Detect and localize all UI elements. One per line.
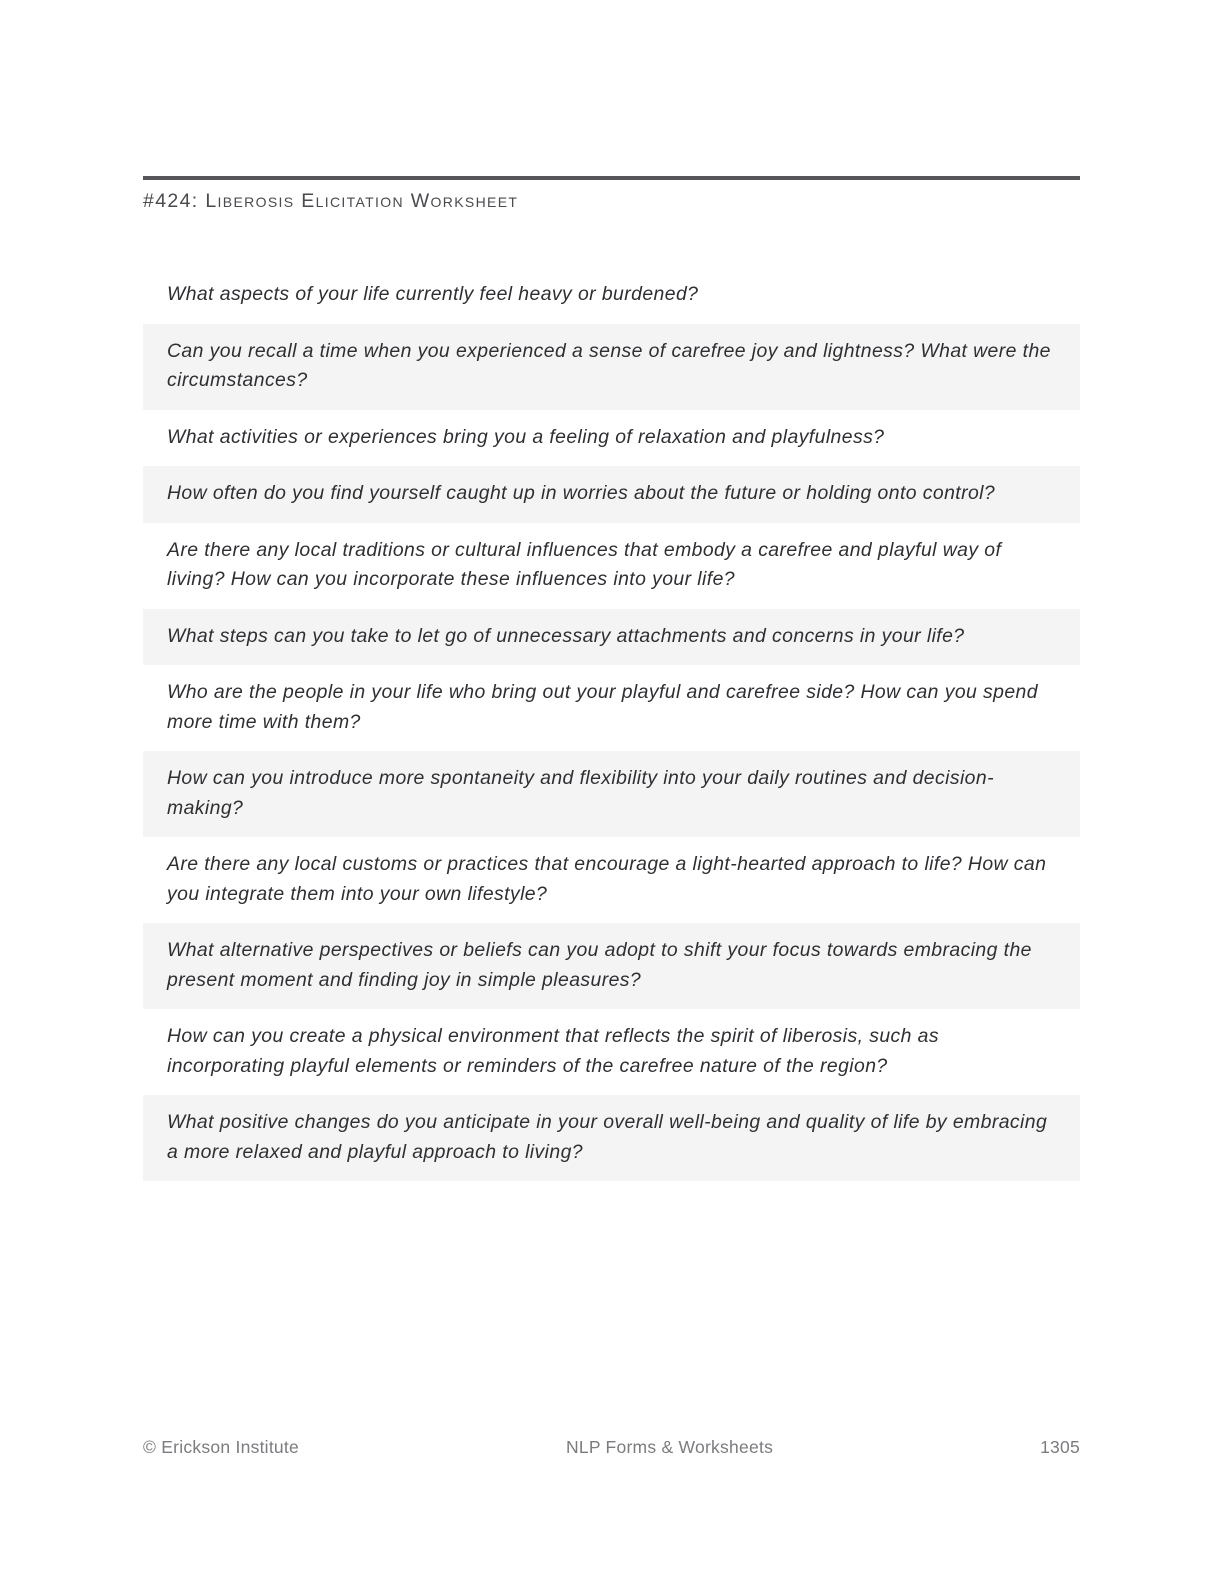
page-header (143, 176, 1080, 212)
question-row (143, 410, 1080, 467)
footer-collection-title: NLP Forms & Worksheets (565, 1437, 774, 1457)
question-text: What aspects of your life currently feel heavy or burdened? (167, 283, 699, 305)
question-text: How can you introduce more spontaneity and flexibility into your daily routines and decision-making? (167, 767, 994, 819)
question-row (143, 324, 1080, 410)
question-row (143, 267, 1080, 324)
footer-copyright: © Erickson Institute (143, 1437, 300, 1457)
question-text: What alternative perspectives or beliefs can you adopt to shift your focus towards embracing the present moment and finding joy in simple pleasures? (167, 939, 1032, 991)
question-text: What positive changes do you anticipate in your overall well-being and quality of life by embracing a more relaxed and playful approach to living? (167, 1111, 1048, 1163)
question-text: What steps can you take to let go of unnecessary attachments and concerns in your life? (167, 624, 965, 647)
page-title: #424: Liberosis Elicitation Worksheet (143, 190, 519, 212)
footer-page-number: 1305 (1040, 1437, 1080, 1457)
question-text: How can you create a physical environment that reflects the spirit of liberosis, such as incorporating playful elements or reminders of the carefree nature of the region? (167, 1025, 939, 1077)
question-row (143, 523, 1080, 609)
header-rule-divider (143, 176, 1080, 180)
page-footer (143, 1437, 1080, 1458)
question-row (143, 837, 1080, 923)
question-row (143, 751, 1080, 837)
question-text: How often do you find yourself caught up in worries about the future or holding onto control? (167, 482, 996, 504)
question-row (143, 1095, 1080, 1181)
question-list (143, 267, 1080, 1181)
question-text: Are there any local customs or practices that encourage a light-hearted approach to life? How can you integrate them into your own lifestyle? (167, 853, 1047, 905)
question-row (143, 923, 1080, 1009)
question-row (143, 466, 1080, 523)
question-row (143, 609, 1080, 666)
question-text: What activities or experiences bring you a feeling of relaxation and playfulness? (167, 425, 885, 448)
question-row (143, 665, 1080, 751)
question-text: Are there any local traditions or cultural influences that embody a carefree and playful way of living? How can you incorporate these influences into your life? (167, 538, 1002, 590)
question-text: Who are the people in your life who bring out your playful and carefree side? How can you spend more time with them? (167, 681, 1038, 733)
question-text: Can you recall a time when you experienced a sense of carefree joy and lightness? What were the circumstances? (167, 339, 1051, 391)
question-row (143, 1009, 1080, 1095)
